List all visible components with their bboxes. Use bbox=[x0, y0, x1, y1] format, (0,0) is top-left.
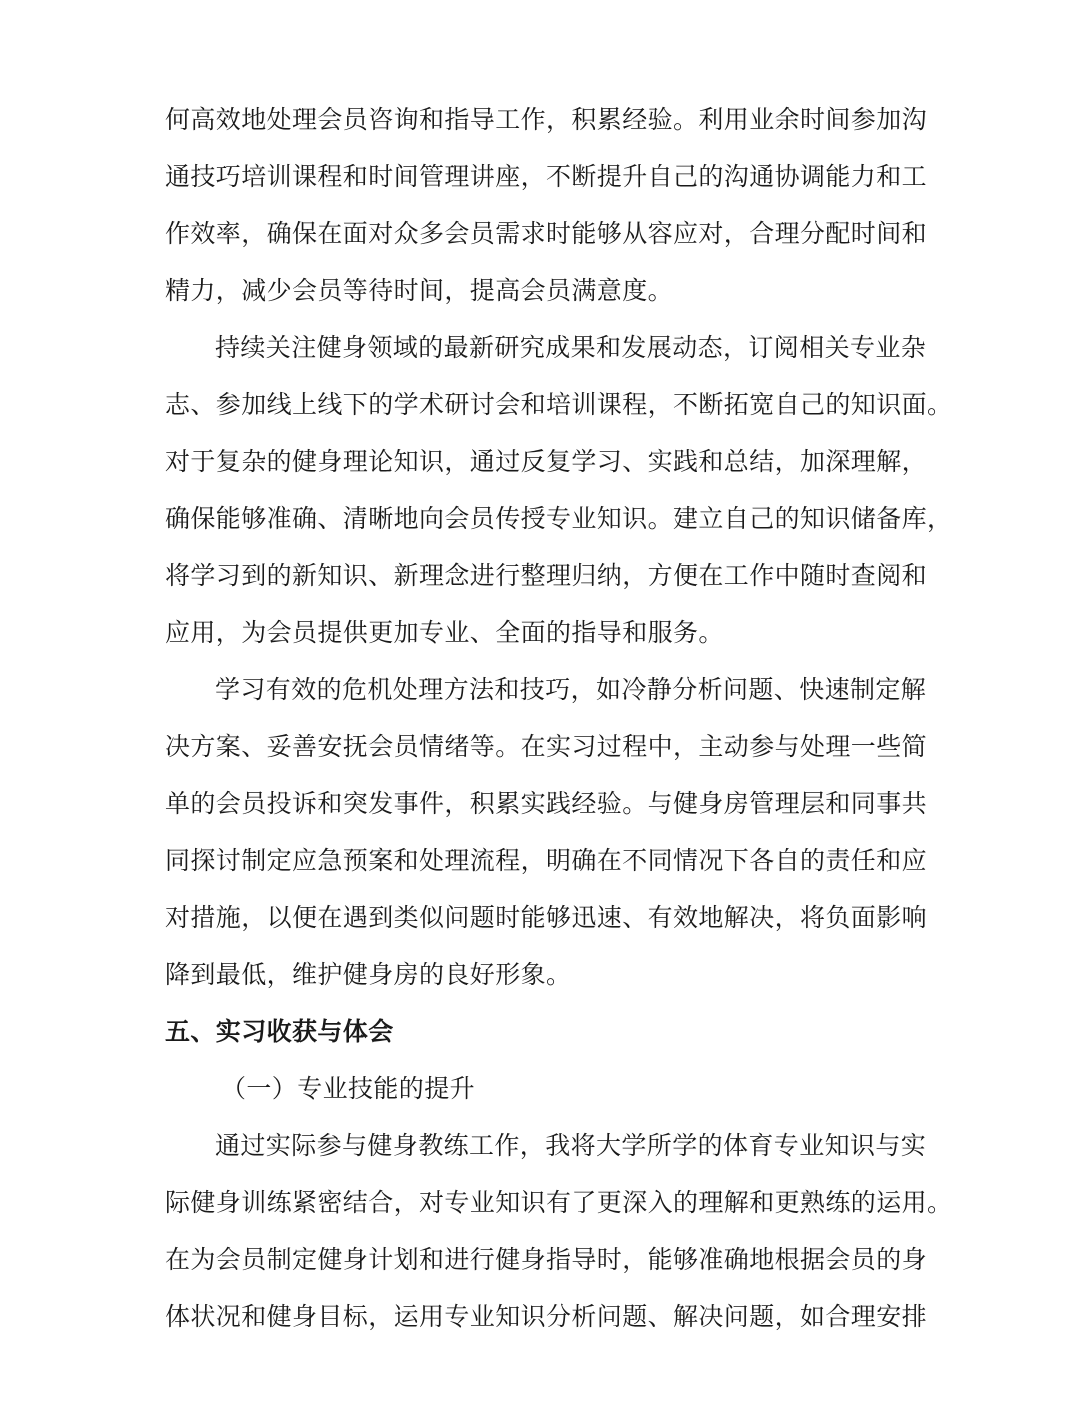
text-line: 作效率，确保在面对众多会员需求时能够从容应对，合理分配时间和 bbox=[165, 219, 928, 248]
text-line: 降到最低，维护健身房的良好形象。 bbox=[165, 960, 572, 989]
paragraph-first-line: 学习有效的危机处理方法和技巧，如冷静分析问题、快速制定解 bbox=[215, 675, 927, 704]
subsection-heading: （一）专业技能的提升 bbox=[221, 1074, 476, 1103]
text-line: 确保能够准确、清晰地向会员传授专业知识。建立自己的知识储备库， bbox=[165, 504, 953, 533]
paragraph-first-line: 通过实际参与健身教练工作，我将大学所学的体育专业知识与实 bbox=[215, 1131, 927, 1160]
text-line: 对措施，以便在遇到类似问题时能够迅速、有效地解决，将负面影响 bbox=[165, 903, 928, 932]
paragraph-first-line: 持续关注健身领域的最新研究成果和发展动态，订阅相关专业杂 bbox=[215, 333, 927, 362]
text-line: 同探讨制定应急预案和处理流程，明确在不同情况下各自的责任和应 bbox=[165, 846, 928, 875]
text-line: 际健身训练紧密结合，对专业知识有了更深入的理解和更熟练的运用。 bbox=[165, 1188, 953, 1217]
text-line: 将学习到的新知识、新理念进行整理归纳，方便在工作中随时查阅和 bbox=[165, 561, 928, 590]
text-line: 单的会员投诉和突发事件，积累实践经验。与健身房管理层和同事共 bbox=[165, 789, 928, 818]
text-line: 应用，为会员提供更加专业、全面的指导和服务。 bbox=[165, 618, 724, 647]
section-heading: 五、实习收获与体会 bbox=[165, 1017, 394, 1046]
text-line: 通技巧培训课程和时间管理讲座，不断提升自己的沟通协调能力和工 bbox=[165, 162, 928, 191]
text-line: 决方案、妥善安抚会员情绪等。在实习过程中，主动参与处理一些简 bbox=[165, 732, 928, 761]
text-line: 志、参加线上线下的学术研讨会和培训课程，不断拓宽自己的知识面。 bbox=[165, 390, 953, 419]
text-line: 在为会员制定健身计划和进行健身指导时，能够准确地根据会员的身 bbox=[165, 1245, 928, 1274]
text-line: 对于复杂的健身理论知识，通过反复学习、实践和总结，加深理解， bbox=[165, 447, 928, 476]
text-line: 体状况和健身目标，运用专业知识分析问题、解决问题，如合理安排 bbox=[165, 1302, 928, 1331]
text-line: 精力，减少会员等待时间，提高会员满意度。 bbox=[165, 276, 674, 305]
text-line: 何高效地处理会员咨询和指导工作，积累经验。利用业余时间参加沟 bbox=[165, 105, 928, 134]
